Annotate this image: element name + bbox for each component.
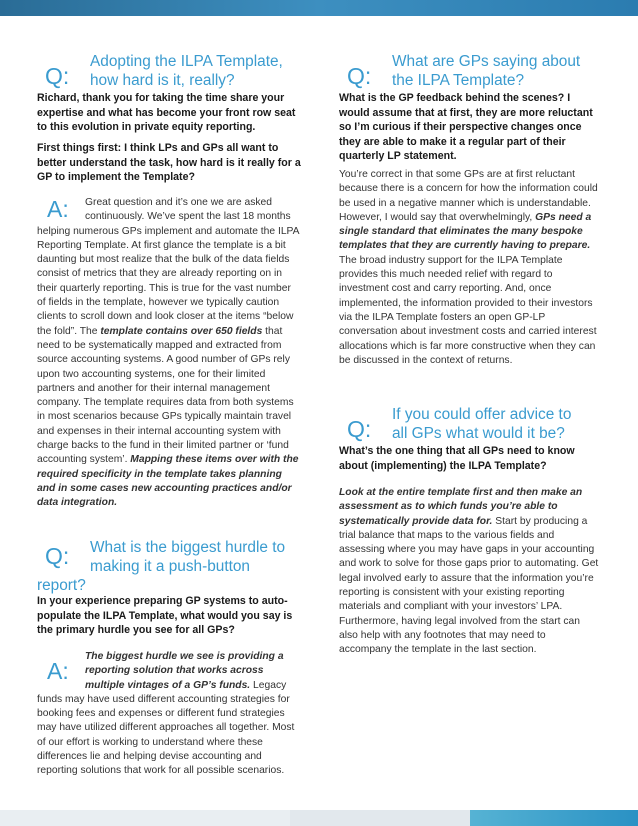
q2-title: What is the biggest hurdle to making it a push-button report? [37,539,286,594]
q3-letter: Q: [347,63,372,89]
q2-header [37,538,301,595]
bottom-bar-segment-2 [290,810,470,826]
q1-answer [37,196,301,511]
q3-title: What are GPs saying about the ILPA Template? [392,53,581,89]
a2-letter: A: [47,658,69,684]
q4-title: If you could offer advice to all GPs what would it be? [392,406,572,442]
q2-answer [37,650,301,779]
q1-letter: Q: [45,63,70,89]
q2-question: In your experience preparing GP systems to auto-populate the ILPA Template, what would you say is the primary hurdle you see for all GPs? [37,595,293,636]
q3-header [339,52,601,90]
q1-answer-text: Great question and it’s one we are asked continuously. We’ve spent the last 18 months helping numerous GPs implement and automate the ILPA Reporting Template. At first glance the template is a bit daunting but most realize that the bulk of the data fields consist of metrics that they are already reporting on in their quarterly reporting. This is true for the vast number of fields in the template, however we typically caution clients to scroll down and look closer at the items “below the fold”. The template contains over 650 fields that need to be systematically mapped and extracted from source accounting systems. A good number of GPs rely upon two accounting systems, one for their limited partners and another for their internal management company. The template requires data from both systems in most scenarios because GPs typically maintain travel and expenses in their internal accounting system with charge backs to the fund in their limited partner or ‘fund accounting system’. Mapping these items over with the required specificity in the template takes planning and in some cases new accounting practices and/or data integration. [37,197,299,509]
q1-question: First things first: I think LPs and GPs all want to better understand the task, how hard is it really for a GP to implement the Template? [37,142,301,183]
bottom-bar-segment-3 [470,810,638,826]
top-banner-bar [0,0,638,16]
q4-letter: Q: [347,416,372,442]
q3-answer-text: You’re correct in that some GPs are at first reluctant because there is a concern for how the information could be used in a negative manner which is understandable. However, I would say that overwhelmingly, GPs need a single standard that eliminates the many bespoke templates that they are currently having to prepare. The broad industry support for the ILPA Template provides this much needed relief with regard to investment cost and carry reporting. And, once implemented, the information provided to their investors via the ILPA Template fosters an open GP-LP conversation about investment costs and carried interest allocations which is far more constructive when they can be discussed in the context of returns. [339,169,598,366]
q4-question: What’s the one thing that all GPs need to know about (implementing) the ILPA Template? [339,445,575,472]
q4-answer-text: Look at the entire template first and then make an assessment as to which funds you’re able to systematically provide data for. Start by producing a trial balance that maps to the various fields and assessing where you may have gaps in your accounting and work to solve for those gaps prior to automating. Get legal involved early to assure that the information you’re reporting is consistent with your existing reporting materials and compliant with your investors’ LPA. Furthermore, having legal involved from the start can also help with any footnotes that may need to accompany the template in the last section. [339,487,599,656]
bottom-bar-segment-1 [0,810,290,826]
q2-answer-text: The biggest hurdle we see is providing a reporting solution that works across multiple vintages of a GP’s funds. Legacy funds may have used different accounting strategies for booking fees and expenses or different fund strategies may have utilized different approaches all together. Most of our effort is working to understand where these differences lie and helping devise accounting and reporting solutions that work for all possible scenarios. [37,651,295,777]
q1-intro: Richard, thank you for taking the time share your expertise and what has become your front row seat to this evolution in private equity reporting. [37,92,296,133]
q3-question: What is the GP feedback behind the scenes? I would assume that at first, they are more reluctant so I’m curious if their perspective changes once they are able to make it a regular part of their quarterly LP statement. [339,92,593,162]
q4-header [339,405,601,443]
q2-letter: Q: [45,543,70,569]
q1-title: Adopting the ILPA Template, how hard is it, really? [90,53,283,89]
q1-header [37,52,301,90]
a1-letter: A: [47,196,69,222]
bottom-banner-bar [0,810,638,826]
